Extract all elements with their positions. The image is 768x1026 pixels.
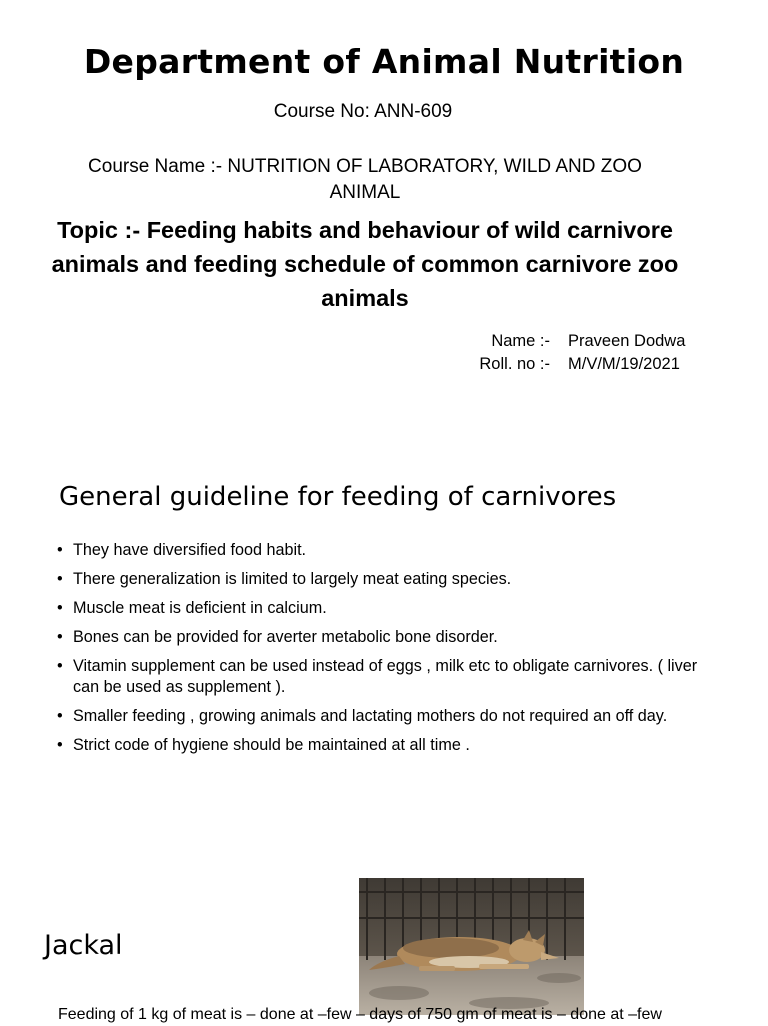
list-item-text: Muscle meat is deficient in calcium. xyxy=(73,599,327,617)
department-title: Department of Animal Nutrition xyxy=(83,42,685,81)
bullet-icon: • xyxy=(57,735,63,754)
jackal-title: Jackal xyxy=(44,930,123,961)
bullet-icon: • xyxy=(57,628,63,646)
name-label: Name :- xyxy=(491,332,550,350)
topic-heading: Topic :- Feeding habits and behaviour of wild carnivore animals and feeding schedule of common carnivore zoo animals xyxy=(51,217,679,311)
list-item-text: Strict code of hygiene should be maintained at all time . xyxy=(73,735,470,754)
jackal-photo-illustration xyxy=(359,878,584,1015)
bullet-icon: • xyxy=(57,706,63,725)
bullet-icon: • xyxy=(57,599,63,617)
title-slide xyxy=(0,0,768,400)
list-item-text: Smaller feeding , growing animals and lactating mothers do not required an off day. xyxy=(73,706,668,725)
list-item xyxy=(57,735,717,756)
list-item-text: Bones can be provided for averter metabolic bone disorder. xyxy=(73,628,498,646)
guideline-list xyxy=(57,540,717,764)
list-item xyxy=(57,540,717,561)
bullet-icon: • xyxy=(57,657,63,675)
roll-label: Roll. no :- xyxy=(479,355,550,373)
list-item-text: Vitamin supplement can be used instead of eggs , milk etc to obligate carnivores. ( liver can be used as supplement ). xyxy=(73,657,698,696)
student-name-row xyxy=(460,330,685,353)
roll-value: M/V/M/19/2021 xyxy=(568,355,680,373)
list-item xyxy=(57,656,717,697)
student-roll-row xyxy=(460,353,685,376)
bullet-icon: • xyxy=(57,570,63,588)
jackal-photo xyxy=(359,878,584,1015)
guideline-slide xyxy=(0,470,768,800)
bullet-icon: • xyxy=(57,541,63,559)
list-item-text: They have diversified food habit. xyxy=(73,541,307,559)
course-number: Course No: ANN-609 xyxy=(273,101,453,122)
list-item xyxy=(57,569,717,590)
student-info xyxy=(460,330,685,376)
name-value: Praveen Dodwa xyxy=(568,332,686,350)
list-item xyxy=(57,627,717,648)
jackal-feeding-text-clipped xyxy=(58,1006,718,1026)
jackal-feeding-text: Feeding of 1 kg of meat is – done at –few – days of 750 gm of meat is – done at –few xyxy=(58,1006,662,1023)
list-item xyxy=(57,706,717,727)
list-item-text: There generalization is limited to largely meat eating species. xyxy=(73,570,512,588)
course-name: Course Name :- NUTRITION OF LABORATORY, WILD AND ZOO ANIMAL xyxy=(88,156,642,203)
list-item xyxy=(57,598,717,619)
guideline-title: General guideline for feeding of carnivores xyxy=(59,482,617,512)
jackal-slide xyxy=(0,860,768,1024)
